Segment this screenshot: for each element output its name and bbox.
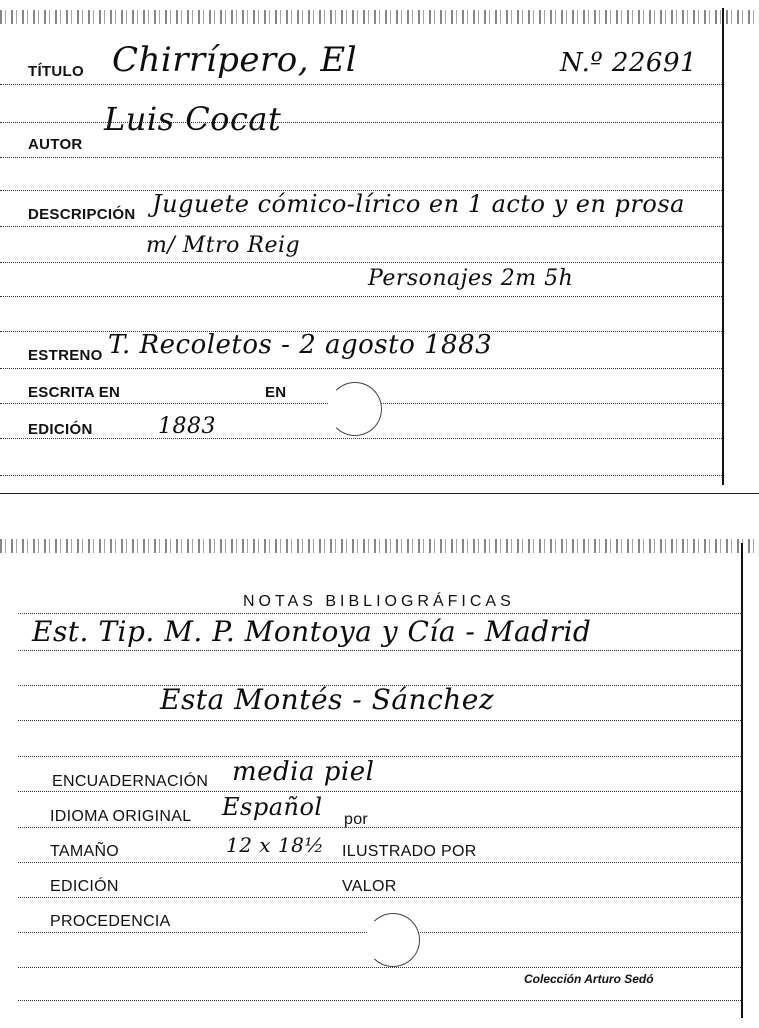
stamp-seal-icon <box>366 913 420 967</box>
label-descripcion: DESCRIPCIÓN <box>28 206 136 223</box>
card-bottom-right-edge <box>741 543 743 1018</box>
rule-line <box>0 438 722 439</box>
label-edicion-bottom: EDICIÓN <box>50 878 119 895</box>
label-titulo: TÍTULO <box>28 63 84 80</box>
label-ilustrado-por: ILUSTRADO POR <box>342 843 477 860</box>
catalog-number: N.º 22691 <box>560 48 698 78</box>
title-value: Chirrípero, El <box>112 40 358 80</box>
premiere-value: T. Recoletos - 2 agosto 1883 <box>108 330 493 360</box>
rule-line <box>18 650 741 651</box>
size-value: 12 x 18½ <box>226 833 325 857</box>
rule-line <box>0 262 722 263</box>
rule-line <box>18 791 741 792</box>
card-divider <box>0 493 759 494</box>
card-bottom-edge-texture <box>0 539 759 553</box>
collection-credit: Colección Arturo Sedó <box>524 972 654 986</box>
stamp-seal-icon <box>328 382 382 436</box>
rule-line <box>0 84 722 85</box>
label-estreno: ESTRENO <box>28 347 103 364</box>
author-value: Luis Cocat <box>104 100 282 138</box>
label-edicion: EDICIÓN <box>28 421 93 438</box>
notes-line-2: Esta Montés - Sánchez <box>160 683 495 716</box>
rule-line <box>0 368 722 369</box>
label-encuadernacion: ENCUADERNACIÓN <box>52 773 209 790</box>
notes-line-1: Est. Tip. M. P. Montoya y Cía - Madrid <box>32 615 592 648</box>
rule-line <box>0 226 722 227</box>
rule-line <box>0 475 722 476</box>
original-language-value: Español <box>222 793 323 821</box>
rule-line <box>18 756 741 757</box>
label-valor: VALOR <box>342 878 397 895</box>
label-tamano: TAMAÑO <box>50 843 120 860</box>
rule-line <box>18 862 741 863</box>
rule-line <box>18 967 741 968</box>
binding-value: media piel <box>232 757 375 787</box>
label-en: EN <box>265 384 287 401</box>
rule-line <box>18 827 741 828</box>
rule-line <box>18 1000 741 1001</box>
catalog-card-top <box>0 0 759 495</box>
catalog-card-bottom <box>0 535 759 1028</box>
description-line-3: Personajes 2m 5h <box>368 266 574 291</box>
rule-line <box>0 157 722 158</box>
rule-line <box>0 296 722 297</box>
card-top-right-edge <box>722 8 724 485</box>
card-top-edge-texture <box>0 10 759 24</box>
rule-line <box>18 720 741 721</box>
description-line-2: m/ Mtro Reig <box>146 233 301 258</box>
rule-line <box>18 897 741 898</box>
label-autor: AUTOR <box>28 136 83 153</box>
edition-value: 1883 <box>158 414 216 439</box>
rule-line <box>18 613 741 614</box>
label-escrita-en: ESCRITA EN <box>28 384 121 401</box>
label-procedencia: PROCEDENCIA <box>50 913 171 930</box>
description-line-1: Juguete cómico-lírico en 1 acto y en prosa <box>152 190 685 218</box>
label-idioma-original: IDIOMA ORIGINAL <box>50 808 192 825</box>
label-por: por <box>344 811 369 828</box>
section-heading: NOTAS BIBLIOGRÁFICAS <box>243 593 515 610</box>
